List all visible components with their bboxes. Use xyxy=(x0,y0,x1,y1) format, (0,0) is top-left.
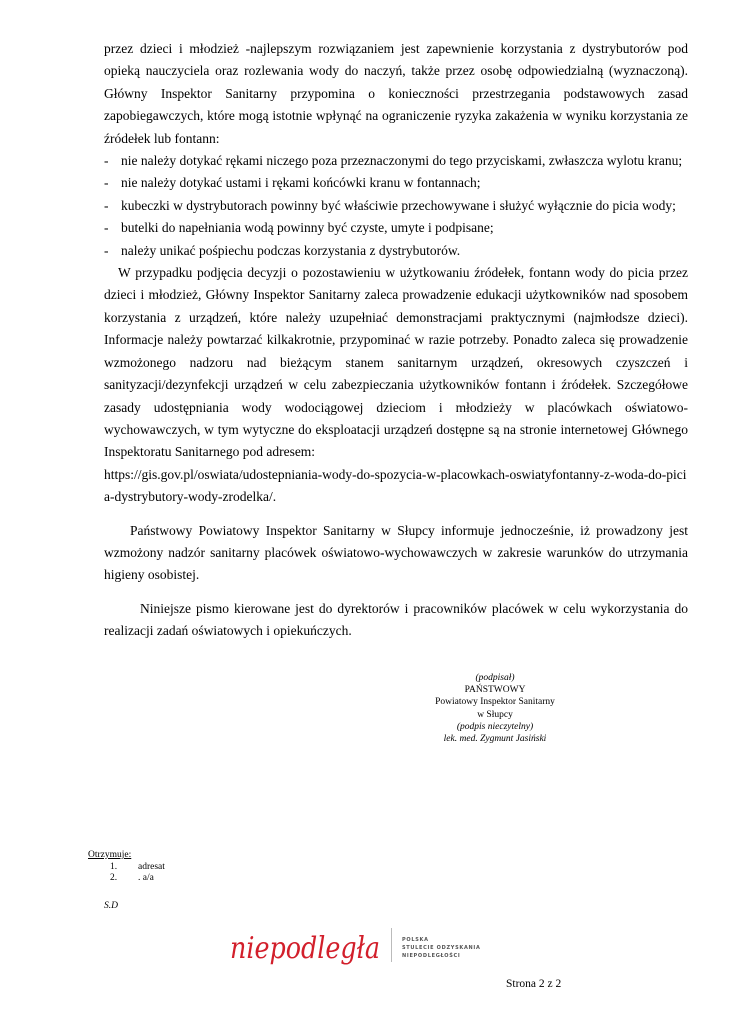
list-item: - kubeczki w dystrybutorach powinny być właściwie przechowywane i służyć wyłącznie do picia wody; xyxy=(104,197,676,213)
hygiene-rules-list xyxy=(104,150,688,262)
signature-place: w Słupcy xyxy=(477,709,513,720)
paragraph-recommendations: W przypadku podjęcia decyzji o pozostawieniu w użytkowaniu źródełek, fontann wody do picia przez dzieci i młodzież, Główny Inspektor Sanitarny zaleca prowadzenie edukacji użytkowników nad sposobem korzystania z urządzeń, które należy uzupełniać demonstracjami praktycznymi (najmłodsze dzieci). Informacje należy powtarzać kilkakrotnie, przypominać w razie potrzeby. Ponadto zaleca się prowadzenie wzmożonego nadzoru nad bieżącym stanem sanitarnym urządzeń, okresowych czyszczeń i sanityzacji/dezynfekcji urządzeń w celu zabezpieczania użytkowników fontann i źródełek. Szczegółowe zasady udostępniania wody wodociągowej dzieciom i młodzieży w placówkach oświatowo-wychowawczych, w tym wytyczne do eksploatacji urządzeń dostępne są na stronie internetowej Głównego Inspektoratu Sanitarnego pod adresem: xyxy=(104,265,688,460)
author-initials: S.D xyxy=(104,901,118,911)
list-item: 1. adresat xyxy=(110,861,165,872)
logo-divider xyxy=(391,928,392,962)
signature-title: PAŃSTWOWY xyxy=(464,685,526,696)
illegible-note: (podpis nieczytelny) xyxy=(456,721,534,732)
paragraph-purpose: Niniejsze pismo kierowane jest do dyrektorów i pracowników placówek w celu wykorzystania do realizacji zadań oświatowych i opiekuńczych. xyxy=(104,600,688,639)
letter-body xyxy=(104,38,688,643)
gis-link[interactable]: https://gis.gov.pl/oswiata/udostepniania-wody-do-spozycia-w-placowkach-oswiatyfontanny-z-woda-do-picia-dystrybutory-wody-zrodelka/. xyxy=(104,466,687,505)
recipients-header: Otrzymuje: xyxy=(88,850,132,860)
list-item: 2. . a/a xyxy=(110,873,154,883)
signed-note: (podpisał) xyxy=(475,673,515,683)
niepodlegla-logo xyxy=(230,920,530,970)
list-item: - butelki do napełniania wodą powinny być czyste, umyte i podpisane; xyxy=(104,220,494,236)
recipients-block xyxy=(88,850,165,885)
list-item: - nie należy dotykać ustami i rękami końcówki kranu w fontannach; xyxy=(104,175,481,191)
signatory-name: lek. med. Zygmunt Jasiński xyxy=(443,734,547,745)
list-item: - nie należy dotykać rękami niczego poza przeznaczonymi do tego przyciskami, zwłaszcza wylotu kranu; xyxy=(104,153,683,169)
logo-script-text: niepodległa xyxy=(230,931,380,966)
paragraph-supervision: Państwowy Powiatowy Inspektor Sanitarny w Słupcy informuje jednocześnie, iż prowadzony jest wzmożony nadzór sanitarny placówek oświatowo-wychowawczych w zakresie warunków do utrzymania higieny osobistej. xyxy=(104,522,688,583)
recipients-list xyxy=(88,862,165,885)
paragraph-intro: przez dzieci i młodzież -najlepszym rozwiązaniem jest zapewnienie korzystania z dystrybutorów pod opieką nauczyciela oraz rozlewania wody do naczyń, także przez osobę odpowiedzialną (wyznaczoną). Główny Inspektor Sanitarny przypomina o konieczności przestrzegania podstawowych zasad zapobiegawczych, które mogą istotnie wpłynąć na ograniczenie ryzyka zakażenia w wyniku korzystania ze źródełek lub fontann: xyxy=(104,41,688,146)
signature-block xyxy=(400,672,590,745)
list-item: - należy unikać pośpiechu podczas korzystania z dystrybutorów. xyxy=(104,242,461,258)
logo-caption: POLSKA STULECIE ODZYSKANIA NIEPODLEGŁOŚCI xyxy=(402,937,481,959)
page-number: Strona 2 z 2 xyxy=(506,978,562,990)
signature-role: Powiatowy Inspektor Sanitarny xyxy=(435,697,555,708)
